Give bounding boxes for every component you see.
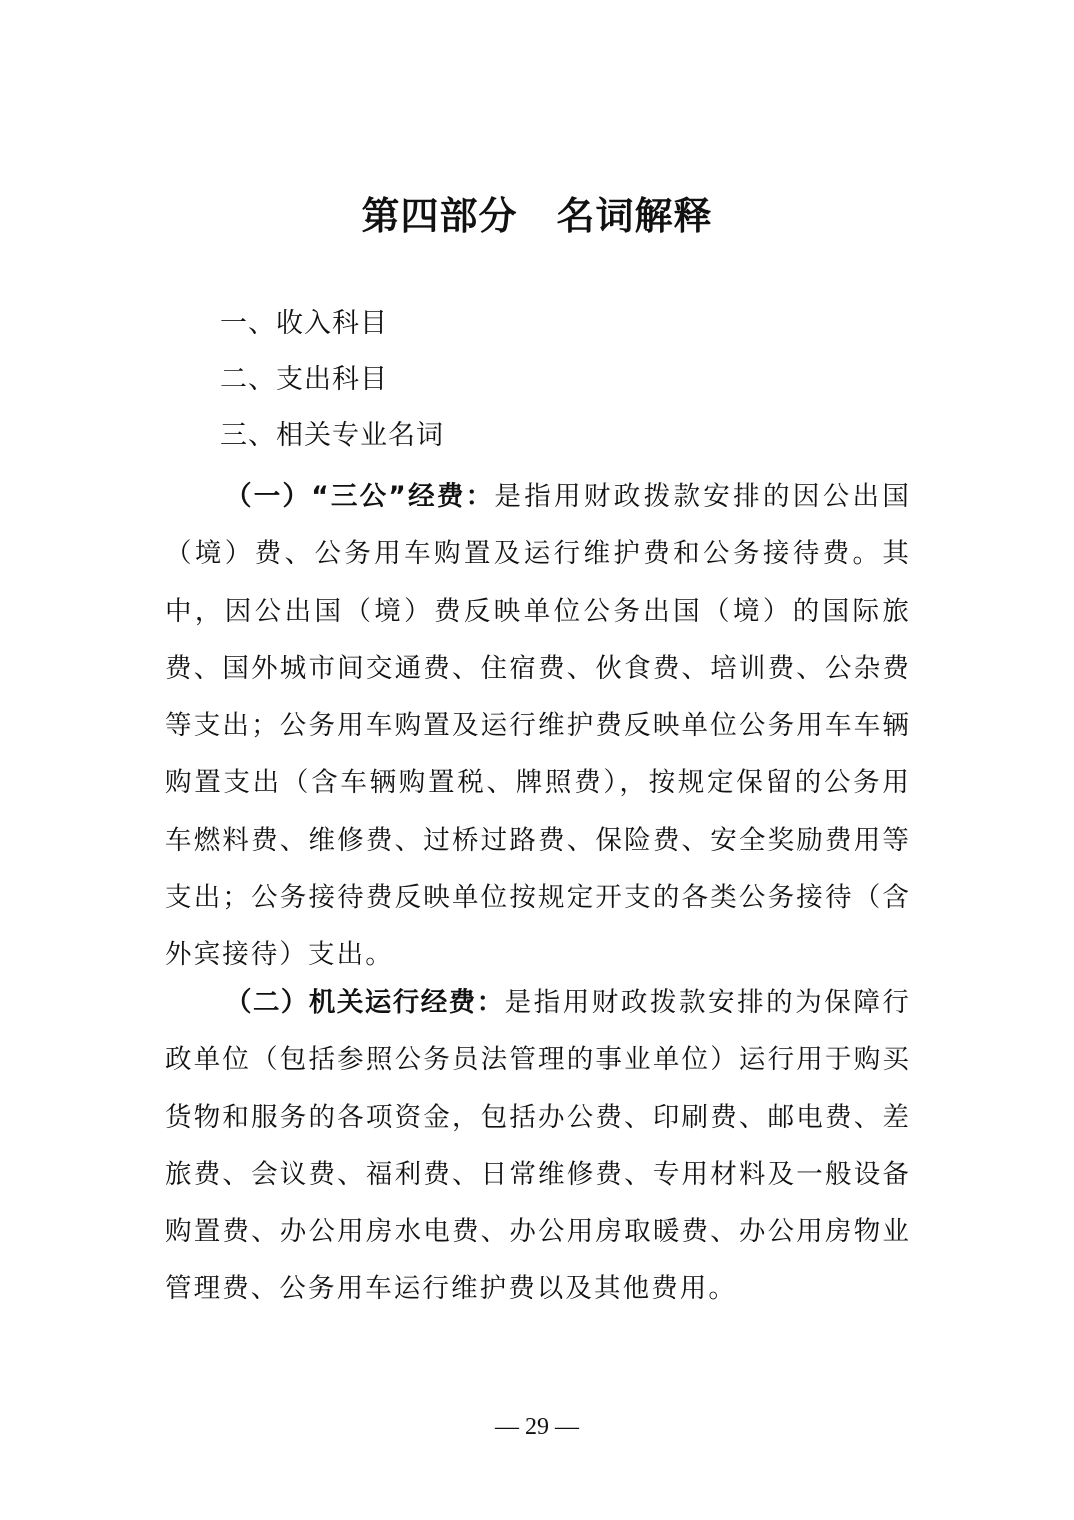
paragraph-body-text: 是指用财政拨款安排的因公出国（境）费、公务用车购置及运行维护费和公务接待费。其中，因公出国（境）费反映单位公务出国（境）的国际旅费、国外城市间交通费、住宿费、伙食费、培训费、公杂费等支出；公务用车购置及运行维护费反映单位公务用车车辆购置支出（含车辆购置税、牌照费），按规定保留的公务用车燃料费、维修费、过桥过路费、保险费、安全奖励费用等支出；公务接待费反映单位按规定开支的各类公务接待（含外宾接待）支出。 (165, 481, 911, 971)
paragraph-lead-term: （一）“三公”经费： (225, 481, 495, 512)
section-heading-terms: 三、相关专业名词 (220, 420, 444, 451)
paragraph-agency-operating-expenses (165, 974, 911, 1318)
paragraph-lead-term: （二）机关运行经费： (225, 987, 505, 1018)
section-heading-expenditure: 二、支出科目 (220, 364, 388, 395)
page-title: 第四部分 名词解释 (361, 194, 713, 238)
section-heading-income: 一、收入科目 (220, 308, 388, 339)
paragraph-body-text: 是指用财政拨款安排的为保障行政单位（包括参照公务员法管理的事业单位）运行用于购买货物和服务的各项资金，包括办公费、印刷费、邮电费、差旅费、会议费、福利费、日常维修费、专用材料及一般设备购置费、办公用房水电费、办公用房取暖费、办公用房物业管理费、公务用车运行维护费以及其他费用。 (165, 987, 911, 1305)
page-number: — 29 — (495, 1414, 579, 1440)
paragraph-three-public-expenses (165, 468, 911, 984)
